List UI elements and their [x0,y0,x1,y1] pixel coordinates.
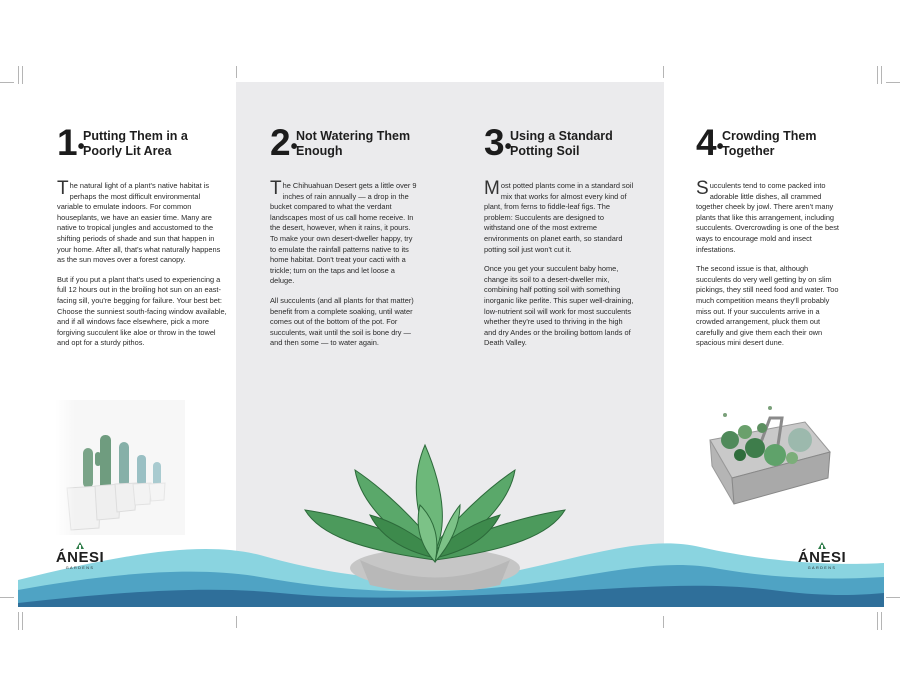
section-number: 1• [57,122,85,163]
section-1 [57,122,227,358]
section-heading [270,122,440,167]
crop-mark [663,66,664,78]
section-body [57,178,227,349]
section-title: Putting Them in a Poorly Lit Area [83,129,188,158]
paragraph: Once you get your succulent baby home, change its soil to a desert-dweller mix, combining half potting soil with something inorganic like perlite. This super well-draining, low-nutrient soil will work for most succulents whether they're used to thriving in the high and dry Andes or the broiling bottom lands of Death Valley. [484,264,634,348]
crop-mark [0,82,14,83]
crop-mark [236,66,237,78]
section-title: Crowding Them Together [722,129,817,158]
echeveria-plant-image [300,440,570,590]
section-body [696,178,844,349]
logo-subtitle: GARDENS [807,566,837,570]
paragraph: he natural light of a plant's native habitat is perhaps the most difficult environmental variable to emulate indoors. For common houseplants, we have an easier time. Many are native to tropical jungles and accustomed to the shifting periods of shade and sun that happen in your home. After all, that's what naturally happens as the sun moves over a forest canopy. [57,181,221,265]
section-2 [270,122,440,358]
logo-name: ÁNESI [55,549,105,566]
section-body [484,178,634,349]
section-number: 2• [270,122,298,163]
crop-mark [663,616,664,628]
crop-mark [881,66,882,84]
cactus-pots-image [55,400,185,535]
section-heading [696,122,866,167]
paragraph: The second issue is that, although succulents do very well getting by on slim pickings, they still need food and water. Too much competition means they'll probably miss out. If your succulents arrive in a crowded arrangement, pluck them out carefully and give them each their own spacious mini desert dune. [696,264,839,348]
dropcap: T [57,178,69,199]
anesi-logo-right [792,541,852,571]
crop-mark [236,616,237,628]
section-3 [484,122,654,358]
paragraph: ost potted plants come in a standard soil mix that works for almost every kind of plant, from ferns to fiddle-leaf figs. The problem: Succulents are designed to withstand one of the most extreme environments on planet earth, so standard potting soil just won't cut it. [484,181,634,254]
logo-name: ÁNESI [797,549,847,566]
dropcap: M [484,178,500,199]
section-number: 3• [484,122,512,163]
section-title: Not Watering Them Enough [296,129,411,158]
succulent-tray-image [700,400,835,510]
logo-subtitle: GARDENS [65,566,95,570]
crop-mark [18,66,19,84]
paragraph: ucculents tend to come packed into adorable little dishes, all crammed together cheek by jowl. There aren't many plants that like this arrangement, including succulents. Overcrowding is one of the best ways to encourage mold and insect infestations. [696,181,839,254]
dropcap: T [270,178,282,199]
paragraph: But if you put a plant that's used to experiencing a full 12 hours out in the broiling hot sun on an east-facing sill, you're begging for failure. Your best bet: Choose the sunniest south-facing window available, and if all windows face elsewhere, pick a more forgiving succulent like aloe or throw in the towel and opt for a sturdy pithos. [57,274,227,348]
section-heading [57,122,227,167]
section-number: 4• [696,122,724,163]
section-title: Using a Standard Potting Soil [510,129,613,158]
crop-mark [22,66,23,84]
anesi-logo-left [50,541,110,571]
paragraph: he Chihuahuan Desert gets a little over 9 inches of rain annually — a drop in the bucket compared to what the verdant landscapes most of us call home receive. In the desert, however, when it rains, it pours. To make your own desert-dweller happy, try to emulate the rainfall patterns native to its home habitat. Don't treat your cacti with a trickle; turn on the taps and let loose a deluge. [270,181,417,286]
section-heading [484,122,654,167]
dropcap: S [696,178,709,199]
crop-mark [877,66,878,84]
section-body [270,178,418,349]
crop-mark [886,82,900,83]
section-4 [696,122,866,358]
paragraph: All succulents (and all plants for that matter) benefit from a complete soaking, until water comes out of the bottom of the pot. For succulents, wait until the soil is bone dry — and then some — to water again. [270,295,414,348]
